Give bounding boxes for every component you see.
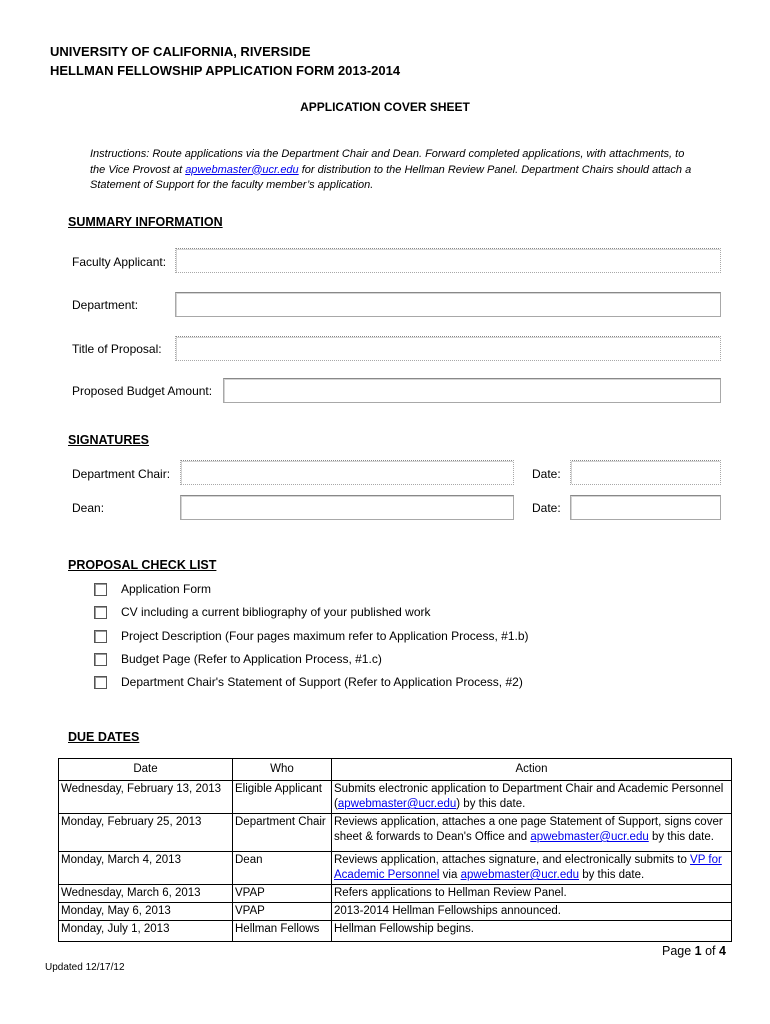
table-header-row xyxy=(59,759,732,781)
action-text: Submits electronic application to Department Chair and Academic Personnel ( xyxy=(334,783,724,810)
email-link[interactable]: apwebmaster@ucr.edu xyxy=(530,831,649,843)
date-column-header: Date xyxy=(59,759,233,781)
page-total: 4 xyxy=(719,944,726,958)
checklist-item-label: Department Chair's Statement of Support (Refer to Application Process, #2) xyxy=(121,675,523,689)
action-cell xyxy=(332,781,732,814)
email-link[interactable]: apwebmaster@ucr.edu xyxy=(337,798,457,810)
action-cell xyxy=(332,814,732,852)
action-text: Reviews application, attaches a one page Statement of Support, signs cover sheet & forwards to Dean's Office and xyxy=(334,816,723,843)
cover-sheet-title: APPLICATION COVER SHEET xyxy=(300,100,470,114)
action-text: by this date. xyxy=(579,869,645,881)
budget-amount-field[interactable] xyxy=(223,378,721,403)
department-label: Department: xyxy=(72,298,139,312)
dean-date-label: Date: xyxy=(532,501,561,515)
who-column-header: Who xyxy=(233,759,332,781)
table-row xyxy=(59,885,732,903)
date-cell: Monday, July 1, 2013 xyxy=(59,921,233,942)
action-column-header: Action xyxy=(332,759,732,781)
proposal-title-field[interactable] xyxy=(175,336,721,361)
who-cell: Hellman Fellows xyxy=(233,921,332,942)
action-cell: Hellman Fellowship begins. xyxy=(332,921,732,942)
dean-signature-field[interactable] xyxy=(180,495,514,520)
checkbox[interactable] xyxy=(94,630,107,643)
signatures-heading: SIGNATURES xyxy=(68,433,150,447)
action-cell: Refers applications to Hellman Review Panel. xyxy=(332,885,732,903)
checklist-item[interactable] xyxy=(94,627,529,645)
checklist-item-label: Project Description (Four pages maximum refer to Application Process, #1.b) xyxy=(121,629,529,643)
checklist-heading: PROPOSAL CHECK LIST xyxy=(68,558,217,572)
checklist-item[interactable] xyxy=(94,603,431,621)
date-cell: Wednesday, February 13, 2013 xyxy=(59,781,233,814)
checklist-item[interactable] xyxy=(94,673,523,691)
page-of: of xyxy=(701,944,719,958)
who-cell: VPAP xyxy=(233,903,332,921)
checkbox[interactable] xyxy=(94,583,107,596)
dean-date-field[interactable] xyxy=(570,495,721,520)
checklist-item-label: CV including a current bibliography of your published work xyxy=(121,605,431,619)
checklist-item[interactable] xyxy=(94,650,382,668)
action-text: ) by this date. xyxy=(456,798,526,810)
vp-academic-personnel-link[interactable]: VP for Academic Personnel xyxy=(334,854,722,881)
table-row xyxy=(59,781,732,814)
due-dates-table xyxy=(58,758,732,942)
page-current: 1 xyxy=(694,944,702,958)
chair-date-label: Date: xyxy=(532,467,561,481)
university-name: UNIVERSITY OF CALIFORNIA, RIVERSIDE xyxy=(50,44,311,59)
who-cell: VPAP xyxy=(233,885,332,903)
department-field[interactable] xyxy=(175,292,721,317)
action-cell: 2013-2014 Hellman Fellowships announced. xyxy=(332,903,732,921)
action-text: Reviews application, attaches signature, and electronically submits to xyxy=(334,854,691,866)
checklist-item-label: Application Form xyxy=(121,582,212,596)
date-cell: Monday, February 25, 2013 xyxy=(59,814,233,852)
dean-label: Dean: xyxy=(72,501,105,515)
date-cell: Monday, May 6, 2013 xyxy=(59,903,233,921)
email-link[interactable]: apwebmaster@ucr.edu xyxy=(460,869,580,881)
date-cell: Wednesday, March 6, 2013 xyxy=(59,885,233,903)
date-cell: Monday, March 4, 2013 xyxy=(59,852,233,885)
action-cell xyxy=(332,852,732,885)
checkbox[interactable] xyxy=(94,653,107,666)
faculty-applicant-field[interactable] xyxy=(175,248,721,273)
due-dates-heading: DUE DATES xyxy=(68,730,140,744)
page-prefix: Page xyxy=(662,944,695,958)
who-cell: Dean xyxy=(233,852,332,885)
table-row xyxy=(59,903,732,921)
department-chair-signature-field[interactable] xyxy=(180,460,514,485)
checklist-item[interactable] xyxy=(94,580,211,598)
checkbox[interactable] xyxy=(94,606,107,619)
action-text: by this date. xyxy=(648,831,714,843)
proposal-title-label: Title of Proposal: xyxy=(72,342,162,356)
chair-date-field[interactable] xyxy=(570,460,721,485)
table-row xyxy=(59,852,732,885)
faculty-applicant-label: Faculty Applicant: xyxy=(72,255,167,269)
who-cell: Department Chair xyxy=(233,814,332,852)
action-text: via xyxy=(439,869,461,881)
who-cell: Eligible Applicant xyxy=(233,781,332,814)
form-title: HELLMAN FELLOWSHIP APPLICATION FORM 2013-2014 xyxy=(50,63,401,78)
updated-date: Updated 12/17/12 xyxy=(45,962,125,973)
table-row xyxy=(59,921,732,942)
checklist-item-label: Budget Page (Refer to Application Process, #1.c) xyxy=(121,652,382,666)
budget-amount-label: Proposed Budget Amount: xyxy=(72,384,213,398)
instructions-text-2: for distribution to the Hellman Review Panel. Department Chairs should attach a Statement of Support for the faculty member’s application. xyxy=(90,163,692,191)
checkbox[interactable] xyxy=(94,676,107,689)
instructions xyxy=(90,147,700,194)
summary-heading: SUMMARY INFORMATION xyxy=(68,215,223,229)
email-link[interactable]: apwebmaster@ucr.edu xyxy=(185,163,299,176)
instructions-text-1: Instructions: Route applications via the Department Chair and Dean. Forward completed applications, with attachments, to the Vice Provost at xyxy=(90,148,685,176)
department-chair-label: Department Chair: xyxy=(72,467,171,481)
table-row xyxy=(59,814,732,852)
page-number xyxy=(662,944,726,958)
